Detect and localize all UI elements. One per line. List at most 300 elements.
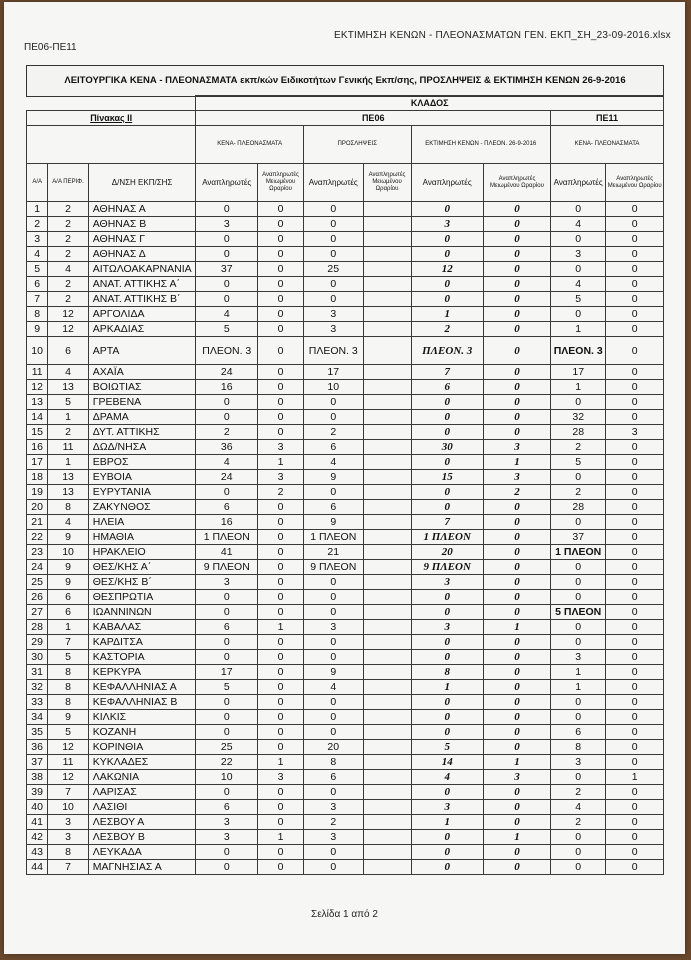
- table-row: [27, 440, 664, 455]
- table-cell: ΗΜΑΘΙΑ: [88, 530, 196, 545]
- table-cell: 0: [411, 410, 483, 425]
- table-cell: 22: [27, 530, 48, 545]
- table-cell: 8: [48, 500, 88, 515]
- table-cell: [363, 292, 411, 307]
- blank-cell: [27, 96, 196, 111]
- table-row: [27, 725, 664, 740]
- col-aa-perif: Α/Α ΠΕΡΙΦ.: [48, 164, 88, 202]
- table-cell: 13: [48, 470, 88, 485]
- table-cell: [363, 725, 411, 740]
- table-cell: 2: [196, 425, 258, 440]
- table-cell: 2: [27, 217, 48, 232]
- table-cell: 5: [551, 292, 606, 307]
- page-footer: Σελίδα 1 από 2: [311, 909, 378, 920]
- table-cell: [363, 277, 411, 292]
- table-cell: 0: [196, 232, 258, 247]
- table-cell: 0: [411, 710, 483, 725]
- table-cell: 5 ΠΛΕΟΝ: [551, 605, 606, 620]
- table-cell: 0: [196, 202, 258, 217]
- table-cell: 0: [196, 485, 258, 500]
- table-cell: 4: [551, 800, 606, 815]
- table-cell: 0: [483, 650, 550, 665]
- table-cell: 0: [411, 500, 483, 515]
- table-cell: 0: [551, 262, 606, 277]
- table-cell: 2: [48, 277, 88, 292]
- col-anapl: Αναπληρωτές: [411, 164, 483, 202]
- table-cell: 0: [258, 785, 304, 800]
- blank-cell: [27, 126, 196, 164]
- table-cell: 6: [196, 800, 258, 815]
- table-cell: 2: [303, 425, 363, 440]
- table-cell: 9: [303, 515, 363, 530]
- table-cell: 0: [258, 545, 304, 560]
- col-anapl-meiom: Αναπληρωτές Μειωμένου Ωραρίου: [363, 164, 411, 202]
- table-row: [27, 695, 664, 710]
- table-cell: 0: [483, 530, 550, 545]
- table-cell: 0: [483, 380, 550, 395]
- table-cell: 8: [411, 665, 483, 680]
- table-cell: 0: [606, 337, 664, 365]
- table-cell: 8: [48, 845, 88, 860]
- table-cell: [363, 262, 411, 277]
- table-cell: 0: [483, 845, 550, 860]
- table-cell: 0: [606, 680, 664, 695]
- table-cell: ΑΧΑΪΑ: [88, 365, 196, 380]
- table-cell: 0: [606, 800, 664, 815]
- table-row: [27, 710, 664, 725]
- table-cell: 0: [483, 262, 550, 277]
- table-cell: 1 ΠΛΕΟΝ: [411, 530, 483, 545]
- col-anapl-meiom: Αναπληρωτές Μειωμένου Ωραρίου: [258, 164, 304, 202]
- table-row: [27, 785, 664, 800]
- table-row: [27, 830, 664, 845]
- table-cell: 0: [258, 395, 304, 410]
- table-cell: 24: [196, 365, 258, 380]
- table-cell: 11: [48, 755, 88, 770]
- table-cell: 0: [483, 217, 550, 232]
- table-cell: [363, 440, 411, 455]
- table-cell: ΚΕΦΑΛΛΗΝΙΑΣ Β: [88, 695, 196, 710]
- table-cell: [363, 337, 411, 365]
- table-cell: 0: [258, 800, 304, 815]
- table-cell: 0: [258, 217, 304, 232]
- table-cell: ΕΥΡΥΤΑΝΙΑ: [88, 485, 196, 500]
- table-cell: 10: [48, 800, 88, 815]
- table-cell: 0: [551, 695, 606, 710]
- table-cell: 1: [483, 755, 550, 770]
- table-cell: 15: [27, 425, 48, 440]
- table-cell: 1: [551, 380, 606, 395]
- table-cell: 0: [483, 860, 550, 875]
- table-cell: 0: [258, 337, 304, 365]
- table-row: [27, 277, 664, 292]
- table-cell: 2: [411, 322, 483, 337]
- table-cell: ΘΕΣ/ΚΗΣ Β΄: [88, 575, 196, 590]
- table-cell: 6: [48, 337, 88, 365]
- data-table: [26, 95, 664, 875]
- table-cell: 0: [258, 277, 304, 292]
- table-cell: 3: [483, 440, 550, 455]
- table-row: [27, 515, 664, 530]
- table-cell: 22: [196, 755, 258, 770]
- table-cell: [363, 530, 411, 545]
- table-cell: 0: [483, 590, 550, 605]
- table-cell: 3: [196, 815, 258, 830]
- table-body: [27, 202, 664, 875]
- table-cell: 26: [27, 590, 48, 605]
- table-cell: 12: [48, 770, 88, 785]
- table-cell: 11: [27, 365, 48, 380]
- table-cell: 0: [303, 725, 363, 740]
- table-cell: [363, 620, 411, 635]
- table-cell: 0: [303, 232, 363, 247]
- table-cell: 2: [551, 440, 606, 455]
- table-cell: 10: [303, 380, 363, 395]
- table-cell: [363, 485, 411, 500]
- table-cell: ΛΕΣΒΟΥ Α: [88, 815, 196, 830]
- table-row: [27, 500, 664, 515]
- table-cell: 4: [196, 455, 258, 470]
- table-cell: 0: [303, 785, 363, 800]
- table-cell: 0: [196, 590, 258, 605]
- table-row: [27, 470, 664, 485]
- table-cell: 9 ΠΛΕΟΝ: [196, 560, 258, 575]
- table-cell: 0: [411, 485, 483, 500]
- table-cell: 3: [411, 575, 483, 590]
- group-kena: ΚΕΝΑ- ΠΛΕΟΝΑΣΜΑΤΑ: [196, 126, 304, 164]
- table-cell: 35: [27, 725, 48, 740]
- table-cell: ΠΛΕΟΝ. 3: [303, 337, 363, 365]
- table-cell: 16: [27, 440, 48, 455]
- table-cell: 0: [551, 395, 606, 410]
- table-cell: 20: [303, 740, 363, 755]
- table-cell: 1: [551, 322, 606, 337]
- table-cell: 41: [196, 545, 258, 560]
- table-cell: 17: [27, 455, 48, 470]
- table-cell: 2: [48, 232, 88, 247]
- table-cell: 1: [258, 755, 304, 770]
- table-cell: 8: [551, 740, 606, 755]
- table-cell: 0: [258, 650, 304, 665]
- table-cell: 1: [48, 410, 88, 425]
- table-row: [27, 455, 664, 470]
- table-cell: 0: [258, 635, 304, 650]
- table-cell: 42: [27, 830, 48, 845]
- table-cell: 15: [411, 470, 483, 485]
- table-cell: ΛΑΡΙΣΑΣ: [88, 785, 196, 800]
- table-cell: 1: [48, 620, 88, 635]
- table-cell: 0: [258, 530, 304, 545]
- table-cell: 0: [258, 845, 304, 860]
- table-cell: 3: [551, 755, 606, 770]
- table-cell: 4: [196, 307, 258, 322]
- table-row: [27, 262, 664, 277]
- table-cell: 8: [48, 695, 88, 710]
- table-cell: 18: [27, 470, 48, 485]
- table-cell: 40: [27, 800, 48, 815]
- table-cell: 3: [303, 620, 363, 635]
- table-cell: 30: [411, 440, 483, 455]
- table-cell: 0: [483, 695, 550, 710]
- table-cell: 3: [258, 470, 304, 485]
- table-cell: 0: [483, 425, 550, 440]
- table-cell: [363, 545, 411, 560]
- table-cell: ΙΩΑΝΝΙΝΩΝ: [88, 605, 196, 620]
- table-cell: 12: [48, 322, 88, 337]
- table-cell: 3: [551, 247, 606, 262]
- table-cell: 0: [258, 605, 304, 620]
- col-anapl-meiom: Αναπληρωτές Μειωμένου Ωραρίου: [483, 164, 550, 202]
- table-cell: 0: [483, 202, 550, 217]
- table-cell: 0: [303, 575, 363, 590]
- table-cell: 3: [258, 440, 304, 455]
- table-cell: 1: [411, 815, 483, 830]
- table-cell: 44: [27, 860, 48, 875]
- table-cell: 0: [258, 232, 304, 247]
- table-cell: 0: [258, 740, 304, 755]
- table-cell: 24: [196, 470, 258, 485]
- table-cell: 17: [303, 365, 363, 380]
- col-aa: Α/Α: [27, 164, 48, 202]
- table-cell: 0: [258, 500, 304, 515]
- table-cell: 5: [48, 395, 88, 410]
- table-cell: 0: [606, 277, 664, 292]
- table-cell: 0: [483, 605, 550, 620]
- table-cell: 0: [483, 515, 550, 530]
- table-row: [27, 740, 664, 755]
- file-name: ΕΚΤΙΜΗΣΗ ΚΕΝΩΝ - ΠΛΕΟΝΑΣΜΑΤΩΝ ΓΕΝ. ΕΚΠ_ΣΗ_23-09-2016.xlsx: [334, 30, 671, 41]
- table-row: [27, 770, 664, 785]
- table-cell: 0: [196, 247, 258, 262]
- table-cell: 0: [303, 485, 363, 500]
- table-cell: 0: [196, 860, 258, 875]
- table-cell: 0: [483, 635, 550, 650]
- table-cell: 1 ΠΛΕΟΝ: [196, 530, 258, 545]
- table-cell: 7: [27, 292, 48, 307]
- table-cell: 0: [411, 202, 483, 217]
- table-cell: 0: [483, 395, 550, 410]
- table-cell: 3: [411, 217, 483, 232]
- table-cell: 1: [551, 665, 606, 680]
- table-cell: 0: [606, 247, 664, 262]
- table-row: [27, 800, 664, 815]
- table-cell: 0: [606, 620, 664, 635]
- table-cell: 0: [303, 635, 363, 650]
- table-cell: 3: [303, 830, 363, 845]
- table-cell: 0: [551, 860, 606, 875]
- col-anapl: Αναπληρωτές: [196, 164, 258, 202]
- table-cell: [363, 515, 411, 530]
- table-row: [27, 605, 664, 620]
- table-cell: 37: [196, 262, 258, 277]
- table-cell: 34: [27, 710, 48, 725]
- table-cell: 5: [27, 262, 48, 277]
- table-cell: 0: [551, 470, 606, 485]
- table-cell: 0: [606, 635, 664, 650]
- table-cell: ΚΑΡΔΙΤΣΑ: [88, 635, 196, 650]
- table-cell: 0: [411, 605, 483, 620]
- table-cell: 32: [551, 410, 606, 425]
- table-cell: 6: [303, 440, 363, 455]
- table-cell: 1 ΠΛΕΟΝ: [303, 530, 363, 545]
- table-cell: [363, 500, 411, 515]
- table-cell: ΛΕΥΚΑΔΑ: [88, 845, 196, 860]
- table-cell: 14: [411, 755, 483, 770]
- table-cell: 0: [606, 262, 664, 277]
- table-cell: 1: [483, 620, 550, 635]
- table-cell: 0: [303, 695, 363, 710]
- table-cell: 0: [196, 410, 258, 425]
- table-row: [27, 202, 664, 217]
- table-cell: 6: [196, 620, 258, 635]
- table-cell: 2: [48, 292, 88, 307]
- table-row: [27, 860, 664, 875]
- table-cell: ΑΘΗΝΑΣ Δ: [88, 247, 196, 262]
- group-proslipseis: ΠΡΟΣΛΗΨΕΙΣ: [303, 126, 411, 164]
- table-cell: 0: [411, 455, 483, 470]
- table-cell: 3: [48, 830, 88, 845]
- table-row: [27, 485, 664, 500]
- table-cell: 20: [411, 545, 483, 560]
- table-cell: 7: [48, 635, 88, 650]
- table-cell: 0: [606, 785, 664, 800]
- table-cell: 5: [48, 650, 88, 665]
- table-cell: 6: [303, 770, 363, 785]
- table-cell: 2: [551, 815, 606, 830]
- table-cell: [363, 470, 411, 485]
- table-cell: ΛΕΣΒΟΥ Β: [88, 830, 196, 845]
- table-cell: 38: [27, 770, 48, 785]
- table-cell: ΔΡΑΜΑ: [88, 410, 196, 425]
- table-cell: 0: [196, 650, 258, 665]
- table-cell: 36: [196, 440, 258, 455]
- table-row: [27, 425, 664, 440]
- table-cell: 0: [551, 515, 606, 530]
- table-cell: 9: [48, 575, 88, 590]
- table-row: [27, 380, 664, 395]
- group-pe11: ΚΕΝΑ- ΠΛΕΟΝΑΣΜΑΤΑ: [551, 126, 664, 164]
- table-cell: 0: [303, 710, 363, 725]
- table-cell: 0: [551, 845, 606, 860]
- col-anapl: Αναπληρωτές: [551, 164, 606, 202]
- table-row: [27, 680, 664, 695]
- table-cell: 0: [196, 635, 258, 650]
- table-row: [27, 307, 664, 322]
- table-cell: 0: [411, 232, 483, 247]
- table-cell: ΘΕΣ/ΚΗΣ Α΄: [88, 560, 196, 575]
- table-cell: 39: [27, 785, 48, 800]
- table-row: [27, 217, 664, 232]
- table-cell: 1: [48, 455, 88, 470]
- table-cell: 10: [48, 545, 88, 560]
- col-anapl: Αναπληρωτές: [303, 164, 363, 202]
- table-cell: 25: [27, 575, 48, 590]
- table-cell: [363, 380, 411, 395]
- table-cell: 0: [606, 365, 664, 380]
- table-cell: ΑΘΗΝΑΣ Γ: [88, 232, 196, 247]
- table-cell: 1: [483, 830, 550, 845]
- table-cell: 0: [258, 575, 304, 590]
- table-cell: 3: [483, 770, 550, 785]
- page-title: ΛΕΙΤΟΥΡΓΙΚΑ ΚΕΝΑ - ΠΛΕΟΝΑΣΜΑΤΑ εκπ/κών Ειδικοτήτων Γενικής Εκπ/σης, ΠΡΟΣΛΗΨΕΙΣ & ΕΚΤΙΜΗΣΗ ΚΕΝΩΝ 26-9-2016: [26, 65, 664, 97]
- table-cell: 41: [27, 815, 48, 830]
- table-cell: 4: [411, 770, 483, 785]
- table-cell: 3: [48, 815, 88, 830]
- table-cell: 12: [48, 307, 88, 322]
- table-cell: [363, 365, 411, 380]
- table-cell: 2: [48, 202, 88, 217]
- table-cell: 7: [411, 515, 483, 530]
- table-cell: [363, 322, 411, 337]
- table-cell: 7: [48, 860, 88, 875]
- table-cell: 0: [411, 277, 483, 292]
- table-cell: 0: [258, 515, 304, 530]
- table-cell: 2: [258, 485, 304, 500]
- table-cell: 0: [606, 500, 664, 515]
- table-cell: ΒΟΙΩΤΙΑΣ: [88, 380, 196, 395]
- table-cell: 3: [196, 830, 258, 845]
- table-cell: 8: [48, 665, 88, 680]
- col-dnsi: Δ/ΝΣΗ ΕΚΠ/ΣΗΣ: [88, 164, 196, 202]
- sheet-name: ΠΕ06-ΠΕ11: [24, 42, 77, 53]
- table-row: [27, 395, 664, 410]
- table-cell: 0: [606, 485, 664, 500]
- table-cell: 1: [258, 830, 304, 845]
- table-cell: 4: [303, 455, 363, 470]
- table-cell: 5: [48, 725, 88, 740]
- table-cell: 4: [303, 680, 363, 695]
- table-cell: 0: [606, 725, 664, 740]
- table-cell: 0: [258, 680, 304, 695]
- table-row: [27, 635, 664, 650]
- table-cell: 0: [551, 770, 606, 785]
- table-cell: ΑΝΑΤ. ΑΤΤΙΚΗΣ Β΄: [88, 292, 196, 307]
- table-row: [27, 590, 664, 605]
- document-page: [4, 2, 685, 954]
- table-cell: 9: [303, 470, 363, 485]
- table-cell: 0: [551, 202, 606, 217]
- table-cell: 0: [606, 740, 664, 755]
- table-cell: 10: [27, 337, 48, 365]
- table-cell: ΛΑΚΩΝΙΑ: [88, 770, 196, 785]
- table-cell: 0: [483, 665, 550, 680]
- table-cell: [363, 605, 411, 620]
- table-cell: 0: [606, 830, 664, 845]
- table-cell: 0: [551, 307, 606, 322]
- table-cell: 0: [303, 247, 363, 262]
- table-cell: 0: [606, 440, 664, 455]
- table-cell: 10: [196, 770, 258, 785]
- table-cell: [363, 410, 411, 425]
- table-cell: [363, 845, 411, 860]
- table-cell: 0: [411, 845, 483, 860]
- table-cell: 9: [48, 530, 88, 545]
- table-cell: ΕΥΒΟΙΑ: [88, 470, 196, 485]
- table-cell: 0: [258, 665, 304, 680]
- table-cell: 0: [606, 530, 664, 545]
- table-cell: [363, 680, 411, 695]
- table-cell: 0: [411, 725, 483, 740]
- table-cell: 0: [483, 785, 550, 800]
- table-cell: 0: [411, 395, 483, 410]
- table-cell: [363, 650, 411, 665]
- table-cell: 0: [606, 410, 664, 425]
- table-cell: 2: [48, 425, 88, 440]
- table-cell: 0: [606, 860, 664, 875]
- table-cell: 3: [27, 232, 48, 247]
- table-cell: 0: [606, 455, 664, 470]
- table-cell: 0: [606, 560, 664, 575]
